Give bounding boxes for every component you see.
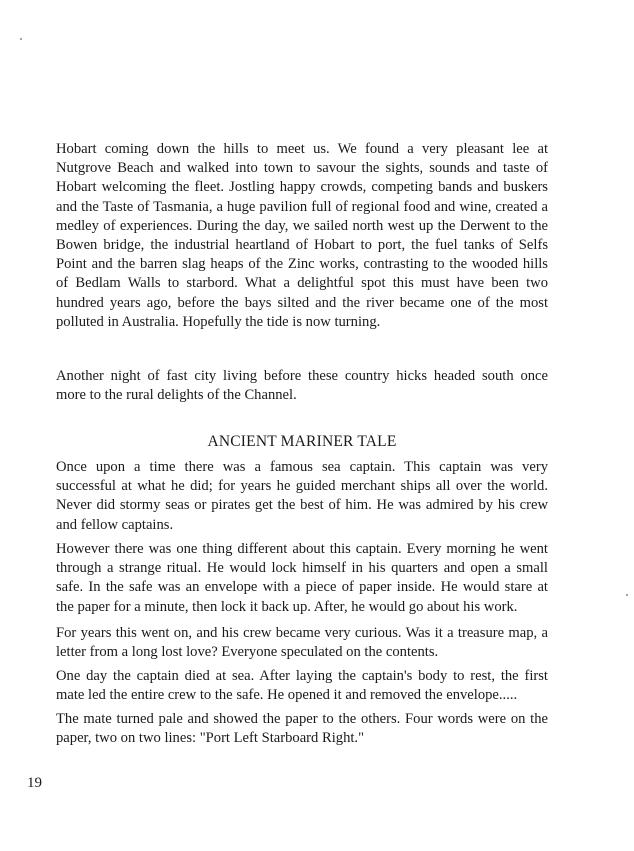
text-line: Hobart coming down the hills to meet us. We found a very pleasant lee at — [56, 141, 548, 157]
text-line: Point and the barren slag heaps of the Zinc works, contrasting to the wooded hills — [56, 256, 548, 273]
text-line: Once upon a time there was a famous sea captain. This captain was very — [56, 459, 548, 475]
paragraph-hobart — [56, 140, 548, 332]
tale-paragraph-3 — [56, 624, 548, 662]
text-line: Never did stormy seas or pirates get the best of him. He was admired by his crew — [56, 497, 548, 514]
text-line: One day the captain died at sea. After laying the captain's body to rest, the first — [56, 668, 548, 684]
text-line: medley of experiences. During the day, we sailed north west up the Derwent to the — [56, 217, 548, 234]
text-line: For years this went on, and his crew became very curious. Was it a treasure map, a — [56, 625, 548, 641]
text-line: successful at what he did; for years he guided merchant ships all over the world. — [56, 478, 548, 495]
text-line: Nutgrove Beach and walked into town to savour the sights, sounds and taste of — [56, 160, 548, 177]
page-number: 19 — [27, 775, 42, 791]
text-line: Bowen bridge, the industrial heartland of Hobart to port, the fuel tanks of Selfs — [56, 237, 548, 254]
text-line: However there was one thing different about this captain. Every morning he went — [56, 541, 548, 557]
text-line: hundred years ago, before the bays silted and the river became one of the most — [56, 294, 548, 311]
text-line: polluted in Australia. Hopefully the tide is now turning. — [56, 313, 381, 330]
tale-paragraph-1 — [56, 458, 548, 535]
text-line: of Bedlam Walls to starbord. What a delightful spot this must have been two — [56, 275, 548, 292]
text-line: mate led the entire crew to the safe. He opened it and removed the envelope..... — [56, 687, 518, 704]
text-line: and fellow captains. — [56, 516, 174, 533]
text-line: paper, two on two lines: "Port Left Starboard Right." — [56, 730, 365, 747]
text-line: letter from a long lost love? Everyone speculated on the contents. — [56, 644, 439, 661]
text-line: more to the rural delights of the Channel. — [56, 387, 297, 404]
text-line: the paper for a minute, then lock it back up. After, he would go about his work. — [56, 598, 518, 615]
text-line: The mate turned pale and showed the paper to the others. Four words were on the — [56, 711, 548, 727]
scan-speck — [626, 594, 628, 596]
tale-paragraph-4 — [56, 667, 548, 705]
tale-paragraph-2 — [56, 540, 548, 617]
text-line: Hobart welcoming the fleet. Jostling happy crowds, competing bands and buskers — [56, 179, 548, 196]
section-heading: ANCIENT MARINER TALE — [207, 433, 397, 450]
text-line: safe. In the safe was an envelope with a piece of paper inside. He would stare at — [56, 579, 548, 596]
paragraph-city-night — [56, 367, 548, 405]
tale-paragraph-5 — [56, 710, 548, 748]
text-line: and the Taste of Tasmania, a huge pavilion full of regional food and wine, created a — [56, 198, 548, 215]
scan-speck — [20, 38, 22, 40]
text-line: through a strange ritual. He would lock himself in his quarters and open a small — [56, 560, 548, 577]
text-line: Another night of fast city living before these country hicks headed south once — [56, 368, 548, 384]
